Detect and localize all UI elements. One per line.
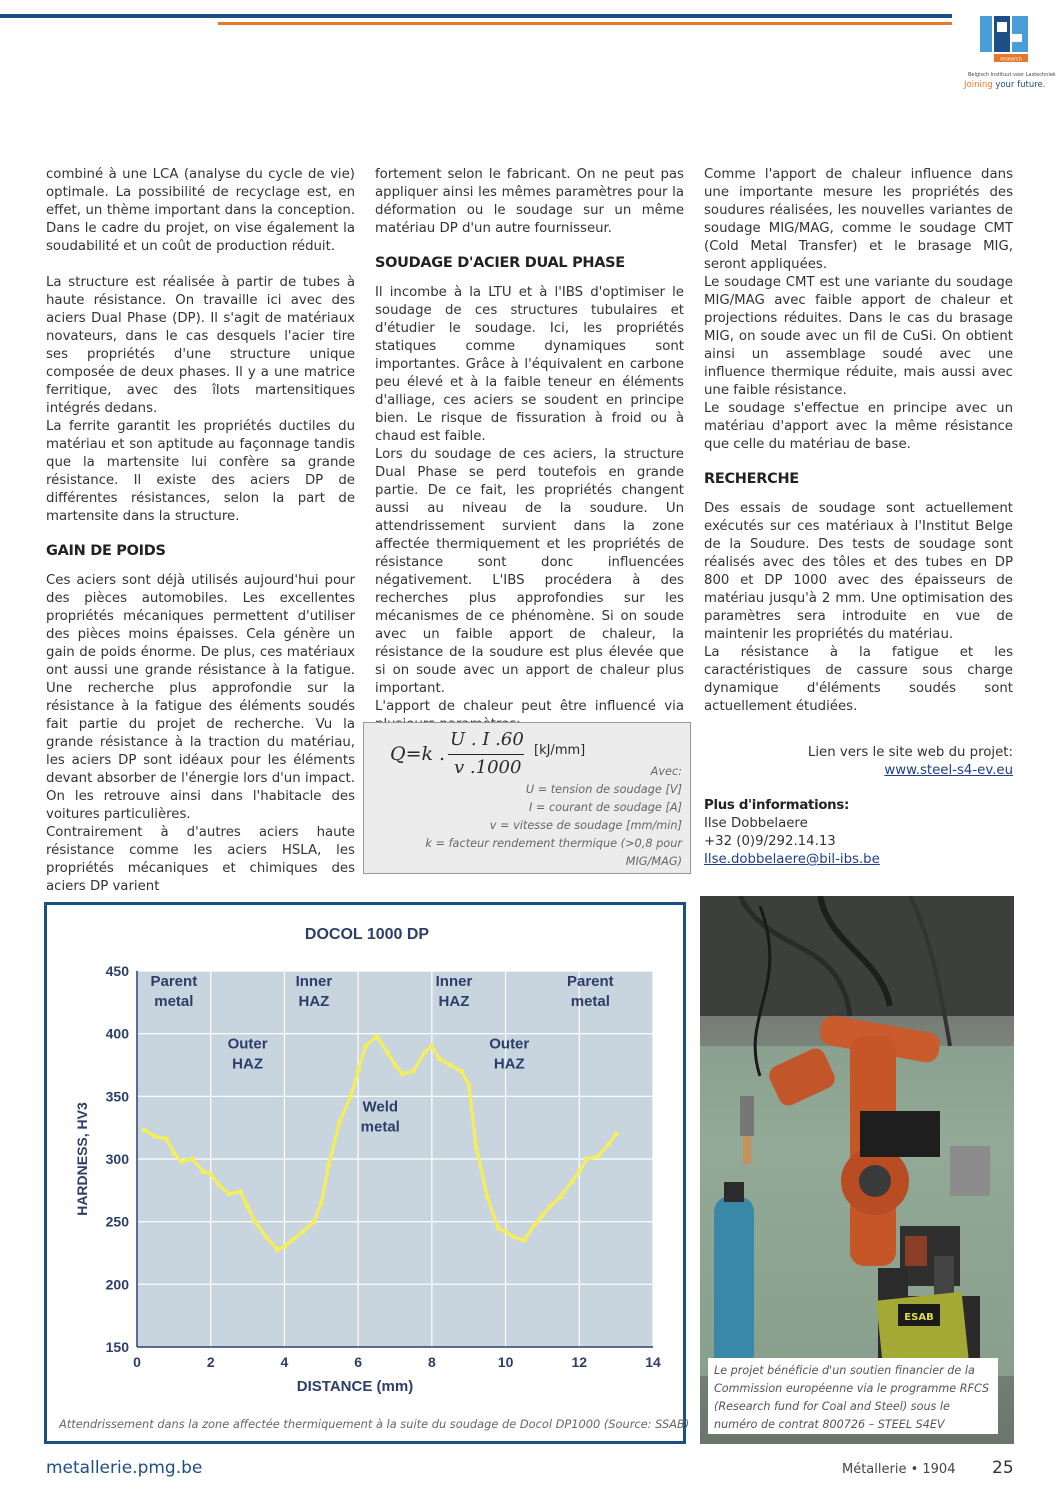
hardness-data-point: [245, 1204, 250, 1209]
welding-robot-photo: [700, 896, 1014, 1444]
hardness-data-point: [532, 1222, 537, 1227]
column-2: [375, 166, 684, 734]
col2-paragraph-3: Lors du soudage de ces aciers, la structure Dual Phase se perd toutefois en grande partie. De ce fait, les propriétés changent aussi au niveau de la soudure. Un attendrissement survient dans la zone affectée thermiquement et les propriétés de résistance sont donc influencées négativement. L'IBS procédera à des recherches plus approfondies sur les mécanismes de ce phénomène. Si on soude avec un faible apport de chaleur, la résistance de la soudure est plus élevée que si on soude avec un apport de chaleur plus important.: [375, 447, 684, 696]
formula-note: I = courant de soudage [A]: [528, 801, 682, 814]
hardness-data-point: [510, 1234, 515, 1239]
formula-notes: [382, 763, 682, 871]
project-website-link[interactable]: www.steel-s4-ev.eu: [884, 763, 1013, 778]
hardness-data-point: [190, 1156, 195, 1161]
col1-paragraph-5: Contrairement à d'autres aciers haute résistance comme les aciers HSLA, les propriétés mécaniques et chimiques des aciers DP varient: [46, 825, 355, 894]
col2-paragraph-4: L'apport de chaleur peut être influencé via: [375, 699, 684, 714]
logo-research-label: research: [1000, 56, 1022, 63]
formula-denominator: v .1000: [454, 757, 522, 778]
col1-paragraph-3: La ferrite garantit les propriétés ductiles du matériau et son aptitude au façonnage tandis que la martensite lui confère sa grande résistance. Il existe des aciers DP de différentes résistances, selon la part de martensite dans la structure.: [46, 419, 355, 524]
heading-soudage-dual-phase: SOUDAGE D'ACIER DUAL PHASE: [375, 255, 625, 271]
zone-annotation: Parent: [566, 973, 614, 991]
chart-caption: Attendrissement dans la zone affectée thermiquement à la suite du soudage de Docol DP1000 (Source: SSAB): [59, 1417, 690, 1431]
hardness-data-point: [326, 1163, 331, 1168]
zone-annotation: Outer: [227, 1035, 268, 1053]
formula-note: k = facteur rendement thermique (>0,8 pour MIG/MAG): [425, 837, 682, 868]
logo-subtitle: Belgisch Instituut voor Lastechniek: [968, 72, 1056, 78]
contact-title: Plus d'informations:: [704, 798, 849, 813]
hardness-data-point: [496, 1225, 501, 1230]
hardness-data-point: [547, 1204, 552, 1209]
hardness-data-point: [374, 1034, 379, 1039]
hardness-data-point: [179, 1159, 184, 1164]
heading-recherche: RECHERCHE: [704, 471, 799, 487]
hardness-data-point: [473, 1144, 478, 1149]
hardness-data-point: [215, 1181, 220, 1186]
zone-annotation: Inner: [295, 973, 333, 991]
col1-paragraph-2: La structure est réalisée à partir de tubes à haute résistance. On travaille ici avec des aciers Dual Phase (DP). Il s'agit de matériaux novateurs, dans le cas desquels l'acier tire ses propriétés d'une structure unique composée de deux phases. Il y a une matrice ferritique, avec des îlots martensitiques intégrés dedans.: [46, 275, 355, 416]
contact-email-link[interactable]: Ilse.dobbelaere@bil-ibs.be: [704, 852, 880, 867]
hardness-data-point: [429, 1044, 434, 1049]
logo-tag-joining: Joining: [964, 80, 993, 90]
formula-note: v = vitesse de soudage [mm/min]: [489, 819, 682, 832]
col2-paragraph-1: fortement selon le fabricant. On ne peut pas appliquer ainsi les mêmes paramètres pour la déformation ou le soudage sur un même matériau DP d'un autre fournisseur.: [375, 167, 684, 236]
hardness-data-point: [363, 1044, 368, 1049]
contact-phone: +32 (0)9/292.14.13: [704, 834, 836, 849]
hardness-data-point: [595, 1154, 600, 1159]
col1-paragraph-4: Ces aciers sont déjà utilisés aujourd'hui pour des pièces automobiles. Les excellentes propriétés mécaniques permettent d'utiliser des pièces moins épaisses. Cela génère un gain de poids énorme. De plus, ces matériaux ont aussi une grande résistance à la fatigue. Une recherche plus approfondie sur la résistance à la fatigue des éléments soudés fait partie du projet de recherche. Vu la grande résistance à la traction du matériau, les aciers DP sont idéaux pour les éléments devant absorber de l'énergie lors d'un impact. On les retrouve ainsi dans l'habitacle des voitures particulières.: [46, 573, 355, 822]
chart-title: DOCOL 1000 DP: [304, 926, 430, 943]
x-tick-label: 8: [427, 1354, 436, 1370]
zone-annotation: metal: [570, 993, 610, 1011]
col3-paragraph-5: La résistance à la fatigue et les caractéristiques de cassure sous charge dynamique d'éléments soudés sont actuellement étudiées.: [704, 645, 1013, 714]
hardness-data-point: [577, 1169, 582, 1174]
hardness-data-point: [171, 1150, 176, 1155]
x-tick-label: 12: [571, 1354, 588, 1370]
hardness-data-point: [521, 1238, 526, 1243]
hardness-data-point: [348, 1094, 353, 1099]
hardness-data-point: [466, 1081, 471, 1086]
hardness-data-point: [142, 1128, 147, 1133]
hardness-data-point: [311, 1219, 316, 1224]
y-tick-label: 250: [105, 1213, 129, 1230]
column-3: [704, 166, 1013, 716]
footer-issue: Métallerie • 1904: [842, 1462, 956, 1477]
hardness-data-point: [503, 1229, 508, 1234]
x-tick-label: 0: [133, 1354, 141, 1370]
y-tick-label: 450: [105, 963, 129, 979]
ibs-logo-mark: [980, 16, 1030, 66]
project-link-block: [704, 744, 1013, 780]
formula-unit: [kJ/mm]: [534, 743, 586, 758]
hardness-data-point: [252, 1219, 257, 1224]
ibs-logo: [964, 14, 1056, 94]
logo-tag-future: your future.: [995, 80, 1046, 90]
hardness-data-point: [485, 1194, 490, 1199]
contact-name: Ilse Dobbelaere: [704, 816, 808, 831]
zone-annotation: Parent: [150, 973, 198, 991]
x-tick-label: 14: [645, 1354, 661, 1370]
zone-annotation: HAZ: [232, 1055, 263, 1073]
hardness-data-point: [238, 1189, 243, 1194]
heading-gain-de-poids: GAIN DE POIDS: [46, 543, 166, 559]
x-tick-label: 10: [497, 1354, 514, 1370]
photo-caption: Le projet bénéficie d'un soutien financier de la Commission européenne via le programme RFCS (Research fund for Coal and Steel) sous le numéro de contrat 800726 – STEEL S4EV: [708, 1358, 998, 1434]
col3-paragraph-3: Le soudage s'effectue en principe avec un matériau d'apport avec la même résistance que celle du matériau de base.: [704, 401, 1013, 452]
hardness-data-point: [274, 1247, 279, 1252]
x-tick-label: 4: [280, 1354, 289, 1370]
y-tick-label: 300: [105, 1151, 129, 1167]
hardness-data-point: [289, 1238, 294, 1243]
zone-annotation: Inner: [435, 973, 473, 991]
hardness-data-point: [558, 1194, 563, 1199]
x-tick-label: 6: [354, 1354, 363, 1370]
esab-label: ESAB: [904, 1312, 934, 1323]
hardness-data-point: [263, 1234, 268, 1239]
y-axis-label: HARDNESS, HV3: [74, 1102, 90, 1216]
hardness-data-point: [422, 1050, 427, 1055]
column-1: [46, 166, 355, 896]
heat-input-formula-box: [363, 722, 691, 874]
hardness-data-point: [356, 1069, 361, 1074]
hardness-data-point: [569, 1179, 574, 1184]
y-tick-label: 150: [105, 1339, 129, 1355]
col1-paragraph-1: combiné à une LCA (analyse du cycle de vie) optimale. La possibilité de recyclage est, en effet, un thème important dans la conception. Dans le cadre du projet, on vise également la soudabilité et un coût de production réduit.: [46, 167, 355, 254]
hardness-data-point: [614, 1131, 619, 1136]
col3-paragraph-1: Comme l'apport de chaleur influence dans une importante mesure les propriétés des soudures réalisées, les nouvelles variantes de soudage MIG/MAG, comme le soudage CMT (Cold Metal Transfer) et le brasage MIG, seront appliquées.: [704, 167, 1013, 272]
x-tick-label: 2: [206, 1354, 215, 1370]
col3-paragraph-2: Le soudage CMT est une variante du soudage MIG/MAG avec faible apport de chaleur et projections réduites. Dans le cas du brasage MIG, on soude avec un fil de CuSi. On obtient ainsi un assemblage soudé avec une influence thermique réduite, mais aussi avec une faible résistance.: [704, 275, 1013, 398]
hardness-data-point: [392, 1062, 397, 1067]
y-tick-label: 400: [105, 1025, 129, 1042]
hardness-data-point: [337, 1119, 342, 1124]
hardness-data-point: [400, 1071, 405, 1076]
hardness-data-point: [208, 1171, 213, 1176]
zone-annotation: Outer: [489, 1035, 530, 1053]
zone-annotation: HAZ: [438, 993, 470, 1011]
y-tick-label: 200: [105, 1276, 129, 1293]
y-tick-label: 350: [105, 1088, 129, 1105]
hardness-data-point: [282, 1244, 287, 1249]
hardness-data-point: [437, 1056, 442, 1061]
page-number: 25: [992, 1458, 1014, 1478]
zone-annotation: Weld: [362, 1098, 399, 1116]
hardness-chart: [47, 905, 683, 1405]
x-axis-label: DISTANCE (mm): [296, 1378, 414, 1395]
project-link-label: Lien vers le site web du projet:: [807, 745, 1013, 760]
hardness-data-point: [300, 1229, 305, 1234]
hardness-data-point: [584, 1156, 589, 1161]
footer-site: metallerie.pmg.be: [46, 1458, 203, 1478]
zone-annotation: metal: [154, 993, 194, 1011]
formula-fraction-bar: [448, 754, 524, 755]
hardness-chart-frame: [44, 902, 690, 1444]
formula-note: U = tension de soudage [V]: [525, 783, 682, 796]
formula-note: Avec:: [650, 765, 682, 778]
zone-annotation: HAZ: [298, 993, 330, 1011]
zone-annotation: metal: [360, 1118, 400, 1136]
hardness-data-point: [459, 1069, 464, 1074]
hardness-data-point: [319, 1200, 324, 1205]
contact-info: [704, 797, 1013, 869]
header-rule-blue: [0, 14, 952, 18]
zone-annotation: HAZ: [493, 1055, 525, 1073]
hardness-data-point: [227, 1191, 232, 1196]
hardness-data-point: [164, 1136, 169, 1141]
formula-numerator: U . I .60: [450, 729, 524, 750]
hardness-data-point: [385, 1050, 390, 1055]
hardness-data-point: [448, 1062, 453, 1067]
col3-paragraph-4: Des essais de soudage sont actuellement exécutés sur ces matériaux à l'Institut Belge de la Soudure. Des tests de soudage sont réalisés avec des tôles et des tubes en DP 800 et DP 1000 avec des épaisseurs de matériau jusqu'à 2 mm. Une optimisation des paramètres sera introduite en vue de maintenir les propriétés du matériau.: [704, 501, 1013, 642]
formula-lhs: Q=k .: [390, 743, 446, 765]
hardness-data-point: [201, 1169, 206, 1174]
hardness-data-point: [606, 1141, 611, 1146]
hardness-data-point: [153, 1134, 158, 1139]
header-rule-orange: [218, 22, 952, 25]
col2-paragraph-2: Il incombe à la LTU et à l'IBS d'optimiser le soudage de ces structures tubulaires et d'étudier le soudage. Ici, les propriétés statiques comme dynamiques sont importantes. Grâce à l'équivalent en carbone peu élevé et à la faible teneur en éléments d'alliage, ces aciers se soudent en principe bien. Le risque de fissuration à froid ou à chaud est faible.: [375, 285, 684, 444]
hardness-data-point: [540, 1213, 545, 1218]
logo-tagline: [964, 80, 1045, 90]
hardness-data-point: [411, 1069, 416, 1074]
